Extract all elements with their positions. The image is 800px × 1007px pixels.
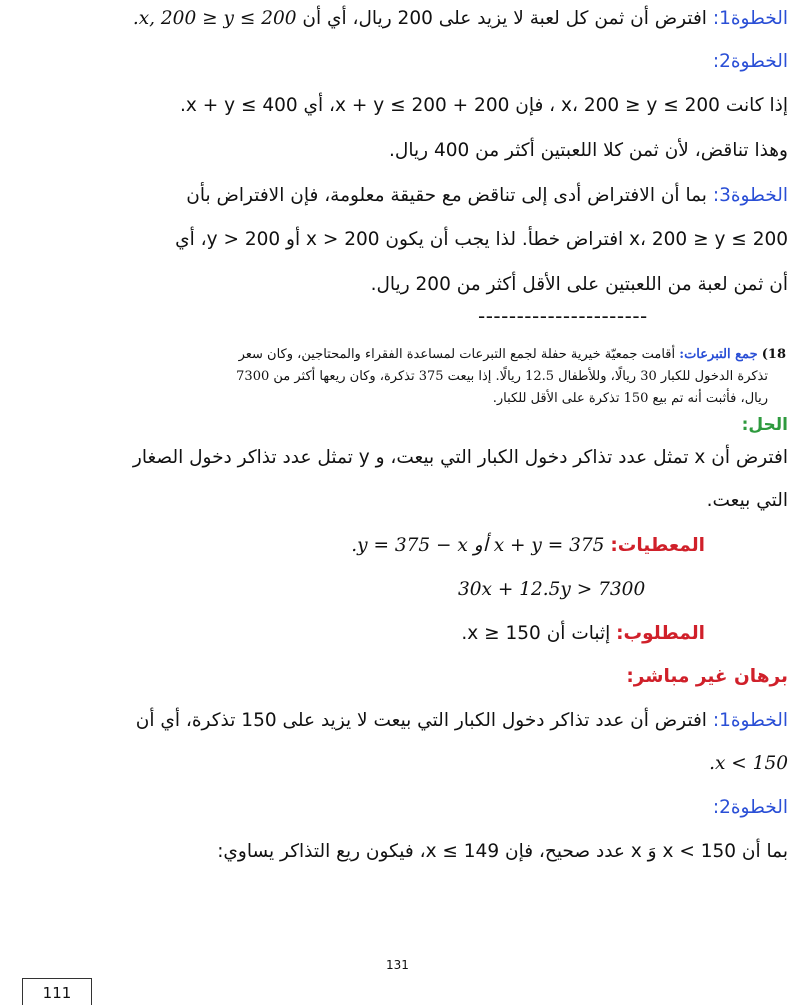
indirect-proof-label: برهان غير مباشر: — [626, 666, 788, 687]
conclusion-text: أن ثمن لعبة من اللعبتين على الأقل أكثر من 200 ريال. — [370, 274, 788, 295]
proof-step2-heading — [10, 793, 788, 823]
proof-step2-line — [10, 837, 788, 867]
proof-step2-label: الخطوة2: — [712, 797, 788, 818]
solution-line2 — [10, 486, 788, 516]
proof-step2-text: بما أن x < 150 وَ x عدد صحيح، فإن x ≤ 149، فيكون ريع التذاكر يساوي: — [217, 841, 788, 862]
problem-number: 18) — [761, 347, 786, 362]
problem18-text2: تذكرة الدخول للكبار 30 ريالًا، وللأطفال 12.5 ريالًا. إذا بيعت 375 تذكرة، وكان ريعها أكثر من 7300 — [236, 369, 768, 384]
step1-line — [10, 4, 788, 34]
step2-heading — [10, 47, 788, 77]
step1-label: الخطوة1: — [712, 8, 788, 29]
step3-text: بما أن الافتراض أدى إلى تناقض مع حقيقة معلومة، فإن الافتراض بأن — [186, 185, 707, 206]
proof-step1-line — [10, 706, 788, 736]
solution-line1 — [10, 443, 788, 473]
required-text: إثبات أن x ≥ 150. — [461, 623, 611, 644]
given-line — [10, 531, 705, 561]
step1-math: 200 ≥ x, 200 ≥ y. — [132, 8, 297, 29]
solution-label: الحل: — [741, 415, 788, 435]
solution-heading — [10, 410, 788, 440]
step2-label: الخطوة2: — [712, 51, 788, 72]
problem18-text1: أقامت جمعيّة خيرية حفلة لجمع التبرعات لمساعدة الفقراء والمحتاجين، وكان سعر — [238, 347, 676, 362]
given-text: x + y = 375 أو y = 375 − x. — [351, 535, 605, 556]
solution-text2: التي بيعت. — [706, 490, 788, 511]
step1-text: افترض أن ثمن كل لعبة لا يزيد على 200 ريال، أي أن — [296, 8, 707, 29]
step3-continued-line — [10, 225, 788, 255]
step3-continued-text: 200 ≥ x، 200 ≥ y افتراض خطأ. لذا يجب أن يكون x > 200 أو y > 200، أي — [175, 229, 788, 250]
page-index-box: 111 — [22, 978, 92, 1005]
page-number: 131 — [386, 958, 409, 972]
section-separator: ---------------------- — [478, 304, 648, 328]
conclusion-line — [10, 270, 788, 300]
contradiction-text: وهذا تناقض، لأن ثمن كلا اللعبتين أكثر من 400 ريال. — [389, 140, 788, 161]
problem18-line2 — [10, 366, 768, 387]
problem18-text3: ريال، فأثبت أنه تم بيع 150 تذكرة على الأقل للكبار. — [492, 391, 768, 406]
inequality-line — [10, 91, 788, 121]
problem18-line1 — [10, 344, 786, 365]
required-label: المطلوب: — [616, 623, 705, 644]
contradiction-line — [10, 136, 788, 166]
given-label: المعطيات: — [610, 535, 705, 556]
given-inequality-line — [458, 575, 705, 605]
indirect-proof-heading — [10, 662, 788, 692]
proof-step1-label: الخطوة1: — [712, 710, 788, 731]
problem18-line3 — [10, 388, 768, 409]
problem-title: جمع التبرعات: — [679, 347, 758, 362]
proof-step1-text: افترض أن عدد تذاكر دخول الكبار التي بيعت لا يزيد على 150 تذكرة، أي أن — [135, 710, 707, 731]
step3-line — [10, 181, 788, 211]
required-line — [10, 619, 705, 649]
proof-step1-math-line — [10, 749, 788, 779]
given-inequality: 30x + 12.5y > 7300 — [458, 579, 646, 600]
solution-text1: افترض أن x تمثل عدد تذاكر دخول الكبار التي بيعت، و y تمثل عدد تذاكر دخول الصغار — [132, 447, 788, 468]
proof-step1-math: x < 150. — [709, 753, 788, 774]
inequality-text: إذا كانت 200 ≥ x، 200 ≥ y ، فإن 200 + 200 ≥ x + y، أي 400 ≥ x + y. — [180, 95, 788, 116]
step3-label: الخطوة3: — [712, 185, 788, 206]
